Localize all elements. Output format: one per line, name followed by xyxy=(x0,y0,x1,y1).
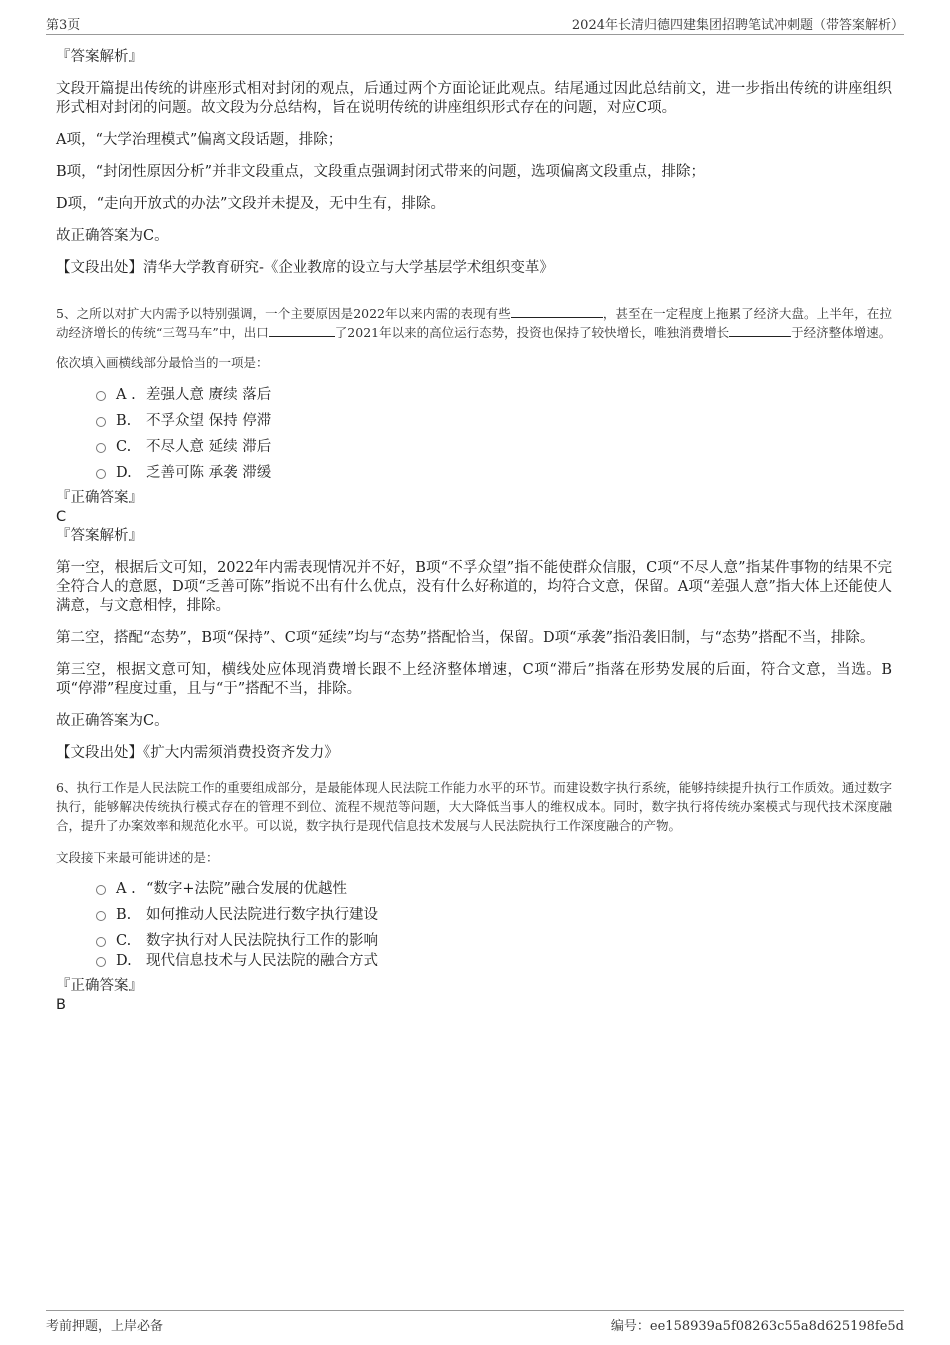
q5-source: 【文段出处】《扩大内需须消费投资齐发力》 xyxy=(56,745,339,761)
option-letter: A . xyxy=(116,881,136,897)
q6-prompt: 文段接下来最可能讲述的是： xyxy=(56,850,219,865)
q5-analysis-para: 第三空，根据文意可知，横线处应体现消费增长跟不上经济整体增速，C项“滞后”指落在形势发展的后面，符合文意，当选。B项“停滞”程度过重，且与“于”搭配不当，排除。 xyxy=(56,662,892,697)
page-number: 第3页 xyxy=(46,18,81,33)
q4-analysis-para: A项，“大学治理模式”偏离文段话题，排除； xyxy=(56,132,343,148)
option-text: “数字+法院”融合发展的优越性 xyxy=(146,881,347,897)
q5-text-part: 于经济整体增速。 xyxy=(791,325,892,340)
option-letter: C. xyxy=(116,439,132,455)
q4-analysis-para: B项，“封闭性原因分析”并非文段重点，文段重点强调封闭式带来的问题，选项偏离文段重点，排除； xyxy=(56,164,705,180)
document-id: 编号：ee158939a5f08263c55a8d625198fe5d xyxy=(610,1319,904,1334)
option-letter: C. xyxy=(116,933,132,949)
option-text: 现代信息技术与人民法院的融合方式 xyxy=(146,953,378,969)
radio-icon[interactable] xyxy=(96,469,106,479)
document-title: 2024年长清归德四建集团招聘笔试冲刺题（带答案解析） xyxy=(571,18,904,33)
q6-option-a[interactable] xyxy=(56,879,892,905)
q5-prompt: 依次填入画横线部分最恰当的一项是： xyxy=(56,355,269,370)
page-content xyxy=(56,48,892,1015)
q5-blank-1 xyxy=(511,305,603,318)
page-header xyxy=(46,12,904,35)
q6-option-c[interactable] xyxy=(56,931,892,951)
option-letter: D. xyxy=(116,465,132,481)
option-letter: D. xyxy=(116,953,132,969)
q6-question-text: 6、执行工作是人民法院工作的重要组成部分，是最能体现人民法院工作能力水平的环节。而建设数字执行系统，能够持续提升执行工作质效。通过数字执行，能够解决传统执行模式存在的管理不到位、流程不规范等问题，大大降低当事人的维权成本。同时，数字执行将传统办案模式与现代技术深度融合，提升了办案效率和规范化水平。可以说，数字执行是现代信息技术发展与人民法院执行工作深度融合的产物。 xyxy=(56,780,892,833)
page-footer xyxy=(46,1310,904,1335)
option-letter: B. xyxy=(116,413,132,429)
q4-analysis-para: 故正确答案为C。 xyxy=(56,228,169,244)
q6-option-d[interactable] xyxy=(56,951,892,977)
q5-blank-3 xyxy=(729,324,791,337)
q5-analysis-label: 『答案解析』 xyxy=(56,528,143,544)
option-text: 不尽人意 延续 滞后 xyxy=(146,439,272,455)
q5-option-d[interactable] xyxy=(56,463,892,489)
q5-text-part: 5、之所以对扩大内需予以特别强调，一个主要原因是2022年以来内需的表现有些 xyxy=(56,306,511,321)
footer-slogan: 考前押题，上岸必备 xyxy=(46,1319,164,1334)
q6-correct-label: 『正确答案』 xyxy=(56,978,143,994)
radio-icon[interactable] xyxy=(96,391,106,401)
q4-analysis-para: 文段开篇提出传统的讲座形式相对封闭的观点，后通过两个方面论证此观点。结尾通过因此总结前文，进一步指出传统的讲座组织形式相对封闭的问题。故文段为分总结构，旨在说明传统的讲座组织形式存在的问题，对应C项。 xyxy=(56,81,892,116)
option-letter: A . xyxy=(116,387,136,403)
q6-options xyxy=(56,879,892,977)
q5-options xyxy=(56,385,892,489)
radio-icon[interactable] xyxy=(96,957,106,967)
q5-option-a[interactable] xyxy=(56,385,892,411)
radio-icon[interactable] xyxy=(96,937,106,947)
q5-question-text xyxy=(56,304,892,342)
q5-option-c[interactable] xyxy=(56,437,892,463)
q5-analysis-para: 故正确答案为C。 xyxy=(56,713,169,729)
q5-text-part: 了2021年以来的高位运行态势，投资也保持了较快增长，唯独消费增长 xyxy=(334,325,730,340)
q5-text-part: ，甚至在一定程度上拖累了经济大盘。上半年，在拉动经济增长的传统“三驾马车”中，出口 xyxy=(56,306,892,340)
option-text: 不孚众望 保持 停滞 xyxy=(146,413,272,429)
option-text: 乏善可陈 承袭 滞缓 xyxy=(146,465,272,481)
q4-source: 【文段出处】清华大学教育研究-《企业教席的设立与大学基层学术组织变革》 xyxy=(56,260,554,276)
q6-correct-answer: B xyxy=(56,997,66,1013)
q5-correct-answer: C xyxy=(56,509,67,525)
q5-analysis-para: 第一空，根据后文可知，2022年内需表现情况并不好，B项“不孚众望”指不能使群众信服，C项“不尽人意”指某件事物的结果不完全符合人的意愿，D项“乏善可陈”指说不出有什么优点，没有什么好称道的，均符合文意，保留。A项“差强人意”指大体上还能使人满意，与文意相悖，排除。 xyxy=(56,560,892,614)
radio-icon[interactable] xyxy=(96,417,106,427)
option-text: 如何推动人民法院进行数字执行建设 xyxy=(146,907,378,923)
radio-icon[interactable] xyxy=(96,885,106,895)
option-text: 差强人意 赓续 落后 xyxy=(146,387,272,403)
q5-correct-label: 『正确答案』 xyxy=(56,490,143,506)
q4-analysis-label: 『答案解析』 xyxy=(56,49,143,65)
q5-option-b[interactable] xyxy=(56,411,892,437)
q5-analysis-para: 第二空，搭配“态势”，B项“保持”、C项“延续”均与“态势”搭配恰当，保留。D项“承袭”指沿袭旧制，与“态势”搭配不当，排除。 xyxy=(56,630,875,646)
radio-icon[interactable] xyxy=(96,911,106,921)
q4-analysis-para: D项，“走向开放式的办法”文段并未提及，无中生有，排除。 xyxy=(56,196,445,212)
q5-blank-2 xyxy=(269,324,335,337)
radio-icon[interactable] xyxy=(96,443,106,453)
option-letter: B. xyxy=(116,907,132,923)
option-text: 数字执行对人民法院执行工作的影响 xyxy=(146,933,378,949)
q6-option-b[interactable] xyxy=(56,905,892,931)
